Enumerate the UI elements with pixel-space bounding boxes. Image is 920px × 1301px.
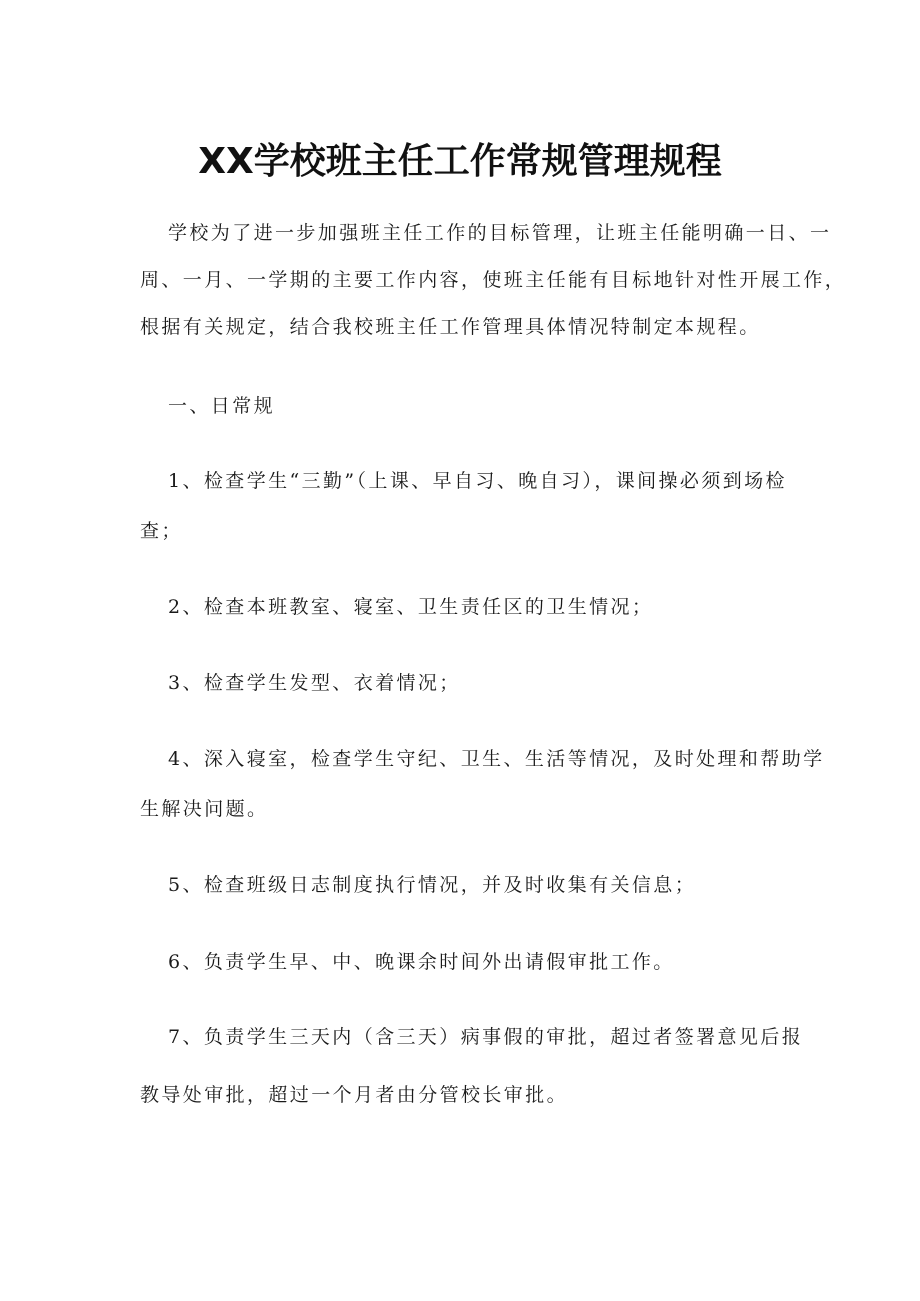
intro-line-2: 周、一月、一学期的主要工作内容，使班主任能有目标地针对性开展工作，: [140, 269, 847, 291]
list-item-line-1: 3、检查学生发型、衣着情况；: [168, 672, 461, 694]
list-item-line-1: 1、检查学生“三勤”（上课、早自习、晚自习），课间操必须到场检: [168, 470, 787, 492]
list-item-line-1: 2、检查本班教室、寝室、卫生责任区的卫生情况；: [168, 596, 654, 618]
intro-line-1: 学校为了进一步加强班主任工作的目标管理，让班主任能明确一日、一: [168, 222, 832, 244]
list-item-line-2: 教导处审批，超过一个月者由分管校长审批。: [140, 1084, 569, 1106]
list-item-line-2: 生解决问题。: [140, 798, 269, 820]
list-item-line-1: 5、检查班级日志制度执行情况，并及时收集有关信息；: [168, 874, 697, 896]
list-item-line-1: 7、负责学生三天内（含三天）病事假的审批，超过者签署意见后报: [168, 1026, 804, 1048]
intro-line-3: 根据有关规定，结合我校班主任工作管理具体情况特制定本规程。: [140, 316, 761, 338]
list-item-line-1: 4、深入寝室，检查学生守纪、卫生、生活等情况，及时处理和帮助学: [168, 748, 825, 770]
list-item-line-1: 6、负责学生早、中、晚课余时间外出请假审批工作。: [168, 951, 675, 973]
document-title: XX学校班主任工作常规管理规程: [198, 141, 722, 182]
list-item-line-2: 查；: [140, 520, 183, 542]
section-heading-text: 一、日常规: [168, 395, 276, 417]
